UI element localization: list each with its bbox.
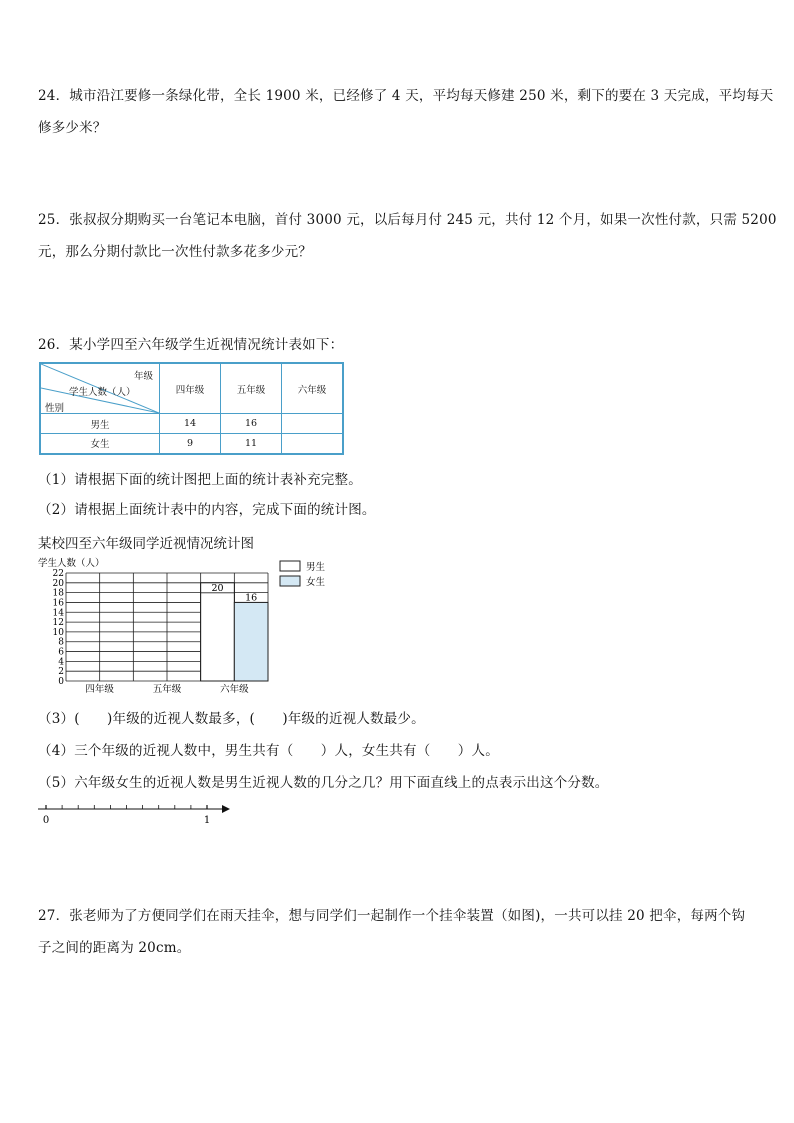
x-tick-label: 五年级 bbox=[152, 684, 182, 694]
cell-boys-grade6 bbox=[282, 414, 344, 434]
chart-title: 某校四至六年级同学近视情况统计图 bbox=[38, 536, 254, 552]
header-grade4: 四年级 bbox=[160, 363, 221, 414]
corner-gender-label: 性别 bbox=[45, 403, 65, 414]
q24-line2: 修多少米？ bbox=[38, 120, 107, 136]
number-line-one: 1 bbox=[203, 815, 211, 826]
y-tick-label: 12 bbox=[52, 618, 64, 629]
bar-girls-fill bbox=[234, 602, 268, 681]
table-row bbox=[40, 414, 343, 434]
x-tick-label: 四年级 bbox=[85, 684, 114, 694]
q27-line1: 27．张老师为了方便同学们在雨天挂伞，想与同学们一起制作一个挂伞装置（如图)，一共可以挂 20 把伞，每两个钩 bbox=[38, 908, 746, 924]
y-tick-label: 14 bbox=[52, 608, 64, 619]
cell-girls-grade6 bbox=[282, 434, 344, 454]
y-axis-label: 学生人数（人） bbox=[38, 558, 105, 569]
table-corner-cell bbox=[40, 363, 160, 414]
cell-girls-grade5: 11 bbox=[221, 434, 282, 454]
legend-swatch-boys bbox=[280, 561, 300, 571]
q25-line2: 元，那么分期付款比一次性付款多花多少元？ bbox=[38, 244, 312, 260]
y-tick-label: 6 bbox=[58, 647, 64, 658]
y-tick-label: 18 bbox=[52, 588, 64, 599]
y-tick-label: 4 bbox=[58, 657, 64, 668]
q26-sub3: （3）( )年级的近视人数最多，( )年级的近视人数最少。 bbox=[38, 711, 425, 727]
y-tick-label: 10 bbox=[52, 627, 64, 638]
bar-value-label: 20 bbox=[211, 582, 224, 594]
y-tick-label: 0 bbox=[58, 677, 64, 687]
cell-girls-grade4: 9 bbox=[160, 434, 221, 454]
number-line-arrow-icon bbox=[222, 805, 230, 813]
bar-chart bbox=[34, 554, 354, 694]
row-label-girls: 女生 bbox=[40, 434, 160, 454]
bar-boys-fill bbox=[201, 583, 235, 681]
q24-line1: 24．城市沿江要修一条绿化带，全长 1900 米，已经修了 4 天，平均每天修建 250 米，剩下的要在 3 天完成，平均每天 bbox=[38, 88, 774, 104]
q26-sub4: （4）三个年级的近视人数中，男生共有（ ）人，女生共有（ ）人。 bbox=[38, 743, 499, 759]
y-tick-label: 22 bbox=[52, 569, 64, 579]
q26-sub1: （1）请根据下面的统计图把上面的统计表补充完整。 bbox=[38, 472, 362, 488]
cell-boys-grade4: 14 bbox=[160, 414, 221, 434]
q27-line2: 子之间的距离为 20cm。 bbox=[38, 940, 191, 956]
q26-sub2: （2）请根据上面统计表中的内容，完成下面的统计图。 bbox=[38, 502, 376, 518]
table-row bbox=[40, 434, 343, 454]
q25-line1: 25．张叔叔分期购买一台笔记本电脑，首付 3000 元，以后每月付 245 元，共付 12 个月，如果一次性付款，只需 5200 bbox=[38, 212, 777, 228]
cell-boys-grade5: 16 bbox=[221, 414, 282, 434]
y-tick-label: 8 bbox=[58, 637, 64, 648]
corner-count-label: 学生人数（人） bbox=[69, 387, 136, 398]
legend-label-boys: 男生 bbox=[306, 562, 326, 573]
header-grade5: 五年级 bbox=[221, 363, 282, 414]
number-line-zero: 0 bbox=[42, 815, 50, 826]
y-tick-label: 2 bbox=[58, 667, 64, 678]
legend-swatch-girls bbox=[280, 576, 300, 586]
q26-intro: 26．某小学四至六年级学生近视情况统计表如下： bbox=[38, 337, 344, 353]
y-tick-label: 16 bbox=[52, 598, 64, 609]
bar-value-label: 16 bbox=[245, 592, 258, 604]
q26-sub5: （5）六年级女生的近视人数是男生近视人数的几分之几？用下面直线上的点表示出这个分数。 bbox=[38, 775, 609, 791]
legend-label-girls: 女生 bbox=[306, 577, 326, 588]
y-tick-label: 20 bbox=[52, 578, 64, 589]
number-line bbox=[36, 802, 236, 828]
corner-grade-label: 年级 bbox=[133, 371, 153, 382]
row-label-boys: 男生 bbox=[40, 414, 160, 434]
x-tick-label: 六年级 bbox=[220, 684, 249, 694]
header-grade6: 六年级 bbox=[282, 363, 344, 414]
vision-stat-table bbox=[39, 362, 344, 455]
